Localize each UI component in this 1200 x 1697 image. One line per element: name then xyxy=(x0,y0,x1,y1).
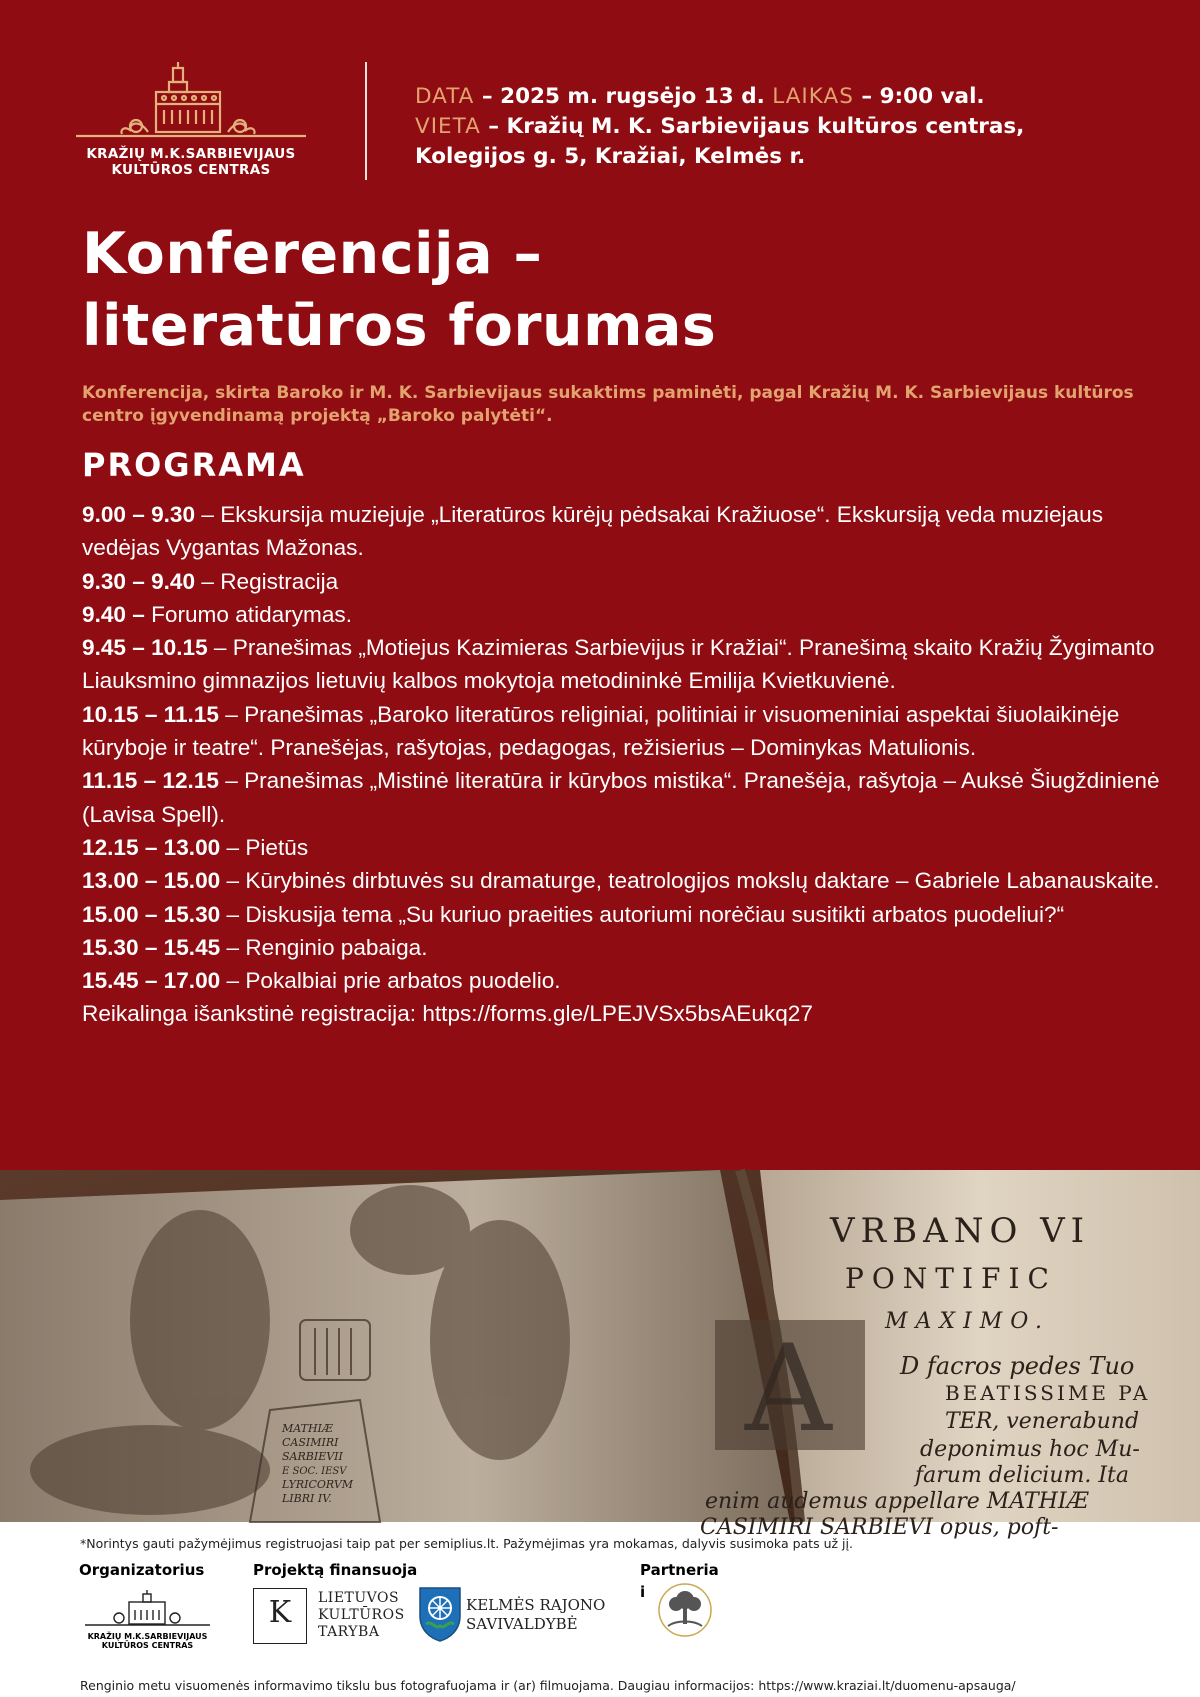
program-item xyxy=(82,498,1172,565)
kelme-line1: KELMĖS RAJONO xyxy=(466,1596,606,1614)
time-value: – 9:00 val. xyxy=(853,84,985,109)
program-heading: PROGRAMA xyxy=(82,446,306,484)
program-item xyxy=(82,898,1172,931)
program-text: – Renginio pabaiga. xyxy=(220,934,428,960)
page-line: farum delicium. Ita xyxy=(915,1463,1129,1488)
baroque-book-photo xyxy=(0,1170,1200,1540)
book-illustration xyxy=(0,1170,1200,1540)
date-label: DATA xyxy=(415,84,475,109)
subtitle: Konferencija, skirta Baroko ir M. K. Sarbievijaus sukaktims paminėti, pagal Kražių M. K. Sarbievijaus kultūros centro įgyvendinamą projektą „Baroko palytėti“. xyxy=(82,383,1134,426)
program-item xyxy=(82,964,1172,997)
organizer-logo-text xyxy=(85,1632,210,1650)
page-line: PONTIFIC xyxy=(845,1262,1057,1295)
program-time: 15.30 – 15.45 xyxy=(82,934,221,960)
ltar-line1: LIETUVOS xyxy=(318,1590,400,1606)
kelme-coat-of-arms-icon xyxy=(418,1586,462,1642)
program-text: – Pranešimas „Motiejus Kazimieras Sarbievijus ir Kražiai“. Pranešimą skaito Kražių Žygimanto Liauksmino gimnazijos lietuvių kalbos mokytoja metodininkė Emilija Kvietkuvienė. xyxy=(82,635,1155,694)
castle-building-icon xyxy=(85,1588,210,1628)
program-time: 9.30 – 9.40 xyxy=(82,568,196,594)
program-text: – Pietūs xyxy=(220,834,309,860)
event-info xyxy=(415,82,1175,172)
page-line: CASIMIRI SARBIEVI opus, poft- xyxy=(700,1515,1059,1540)
title-line2: literatūros forumas xyxy=(82,293,717,359)
program-item xyxy=(82,698,1172,765)
program-time: 13.00 – 15.00 xyxy=(82,868,221,894)
ltar-logo-mark xyxy=(253,1588,307,1644)
program-time: 9.45 – 10.15 xyxy=(82,635,208,661)
logo-text xyxy=(76,146,306,178)
ltar-line3: TARYBA xyxy=(318,1624,380,1640)
place-label: VIETA xyxy=(415,114,481,139)
page-line: deponimus hoc Mu- xyxy=(920,1437,1140,1462)
organizer-logo xyxy=(85,1588,210,1650)
pedestal-line: LIBRI IV. xyxy=(282,1492,332,1505)
ltar-k-icon: K xyxy=(268,1595,292,1630)
organizer-logo-line2: KULTŪROS CENTRAS xyxy=(101,1641,194,1650)
ltar-logo-text xyxy=(318,1590,405,1641)
page-line: D facros pedes Tuo xyxy=(900,1352,1135,1380)
program-text: – Pranešimas „Baroko literatūros religiniai, politiniai ir visuomeniniai aspektai šiuolaikinėje kūryboje ir teatre“. Pranešėjas, rašytojas, pedagogas, režisierius – Dominykas Matulionis. xyxy=(82,701,1120,761)
time-label: LAIKAS xyxy=(772,84,854,109)
svg-text:A: A xyxy=(745,1320,832,1459)
program-item xyxy=(82,831,1172,864)
pedestal-line: E SOC. IESV xyxy=(282,1466,347,1477)
program-time: 11.15 – 12.15 xyxy=(82,768,219,794)
bottom-note: Renginio metu visuomenės informavimo tikslu bus fotografuojama ir (ar) filmuojama. Daugiau informacijos: https://www.kraziai.lt/duomenu-apsauga/ xyxy=(80,1678,1016,1693)
kelme-logo-text xyxy=(466,1596,605,1634)
program-time: 9.00 – 9.30 xyxy=(82,502,196,527)
page-title xyxy=(82,218,1162,362)
program-text: – Kūrybinės dirbtuvės su dramaturge, teatrologijos mokslų daktare – Gabriele Labanauskaite. xyxy=(220,868,1160,894)
program-item xyxy=(82,598,1172,631)
program-time: 10.15 – 11.15 xyxy=(82,701,219,727)
date-time-line xyxy=(415,82,1175,112)
program-text: – Pokalbiai prie arbatos puodelio. xyxy=(220,968,561,994)
program-list xyxy=(82,498,1172,1031)
partner-tree-logo-icon xyxy=(652,1582,718,1642)
date-value: – 2025 m. rugsėjo 13 d. xyxy=(474,84,773,109)
program-item xyxy=(82,931,1172,964)
page-line: MAXIMO. xyxy=(885,1309,1051,1334)
page-line: enim audemus appellare MATHIÆ xyxy=(705,1489,1089,1514)
page-line: BEATISSIME PA xyxy=(945,1381,1151,1405)
castle-building-icon xyxy=(76,60,306,146)
program-time: 12.15 – 13.00 xyxy=(82,834,221,860)
pedestal-line: CASIMIRI xyxy=(282,1436,339,1449)
partner-label-line1: Partneria xyxy=(640,1561,719,1579)
title-line1: Konferencija – xyxy=(82,221,543,287)
kelme-line2: SAVIVALDYBĖ xyxy=(466,1615,578,1633)
partner-label-line2: i xyxy=(640,1583,646,1601)
program-time: 15.00 – 15.30 xyxy=(82,901,221,927)
program-text: – Ekskursija muziejuje „Literatūros kūrėjų pėdsakai Kražiuose“. Ekskursiją veda muziejaus vedėjas Vygantas Mažonas. xyxy=(82,502,1103,561)
program-text: Forumo atidarymas. xyxy=(144,601,353,627)
program-item xyxy=(82,565,1172,598)
program-text: – Registracija xyxy=(195,568,339,594)
page-line: TER, venerabund xyxy=(945,1409,1140,1434)
program-item xyxy=(82,764,1172,831)
address-line: Kolegijos g. 5, Kražiai, Kelmės r. xyxy=(415,144,806,169)
funder-label: Projektą finansuoja xyxy=(253,1561,418,1579)
organizer-label: Organizatorius xyxy=(79,1561,205,1579)
pedestal-line: LYRICORVM xyxy=(282,1478,354,1491)
header-divider xyxy=(365,62,367,180)
footnote: *Norintys gauti pažymėjimus registruojasi taip pat per semiplius.lt. Pažymėjimas yra mokamas, dalyvis susimoka pats už jį. xyxy=(80,1536,853,1551)
program-item xyxy=(82,864,1172,897)
pedestal-line: MATHIÆ xyxy=(282,1422,333,1435)
logo-text-line1: KRAŽIŲ M.K.SARBIEVIJAUS xyxy=(86,146,296,162)
organizer-logo-line1: KRAŽIŲ M.K.SARBIEVIJAUS xyxy=(87,1632,208,1641)
pedestal-line: SARBIEVII xyxy=(282,1450,343,1463)
program-time: 15.45 – 17.00 xyxy=(82,968,221,994)
place-value: – Kražių M. K. Sarbievijaus kultūros centras, xyxy=(480,114,1025,139)
place-line xyxy=(415,112,1175,142)
program-text: – Diskusija tema „Su kuriuo praeities autoriumi norėčiau susitikti arbatos puodeliui?“ xyxy=(220,901,1065,927)
castle-logo xyxy=(76,60,306,190)
logo-text-line2: KULTŪROS CENTRAS xyxy=(111,162,271,178)
program-text: – Pranešimas „Mistinė literatūra ir kūrybos mistika“. Pranešėja, rašytoja – Auksė Šiugždinienė (Lavisa Spell). xyxy=(82,768,1160,827)
ltar-line2: KULTŪROS xyxy=(318,1607,405,1623)
program-time: 9.40 – xyxy=(82,601,145,627)
page-line: VRBANO VI xyxy=(830,1211,1091,1251)
program-item xyxy=(82,631,1172,698)
registration-note: Reikalinga išankstinė registracija: https://forms.gle/LPEJVSx5bsAEukq27 xyxy=(82,1001,813,1027)
